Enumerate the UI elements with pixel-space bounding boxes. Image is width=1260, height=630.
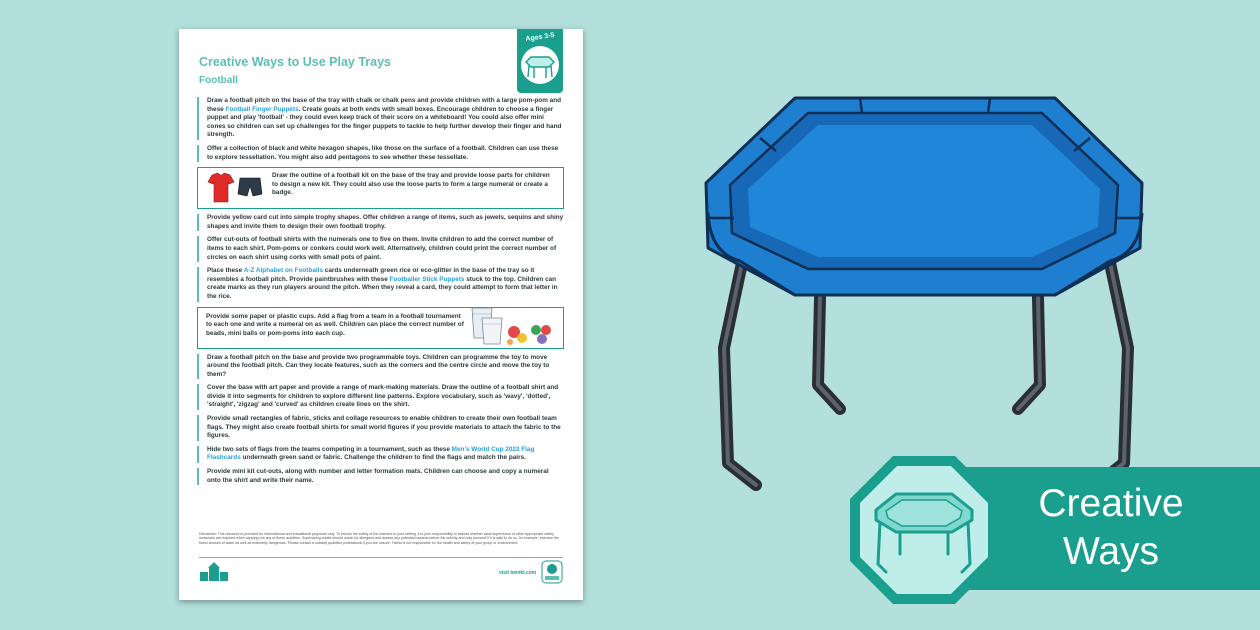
activity-paragraph: Provide mini kit cut-outs, along with number and letter formation mats. Children can choose and copy a numeral onto the shirt and write their name. xyxy=(197,468,564,485)
banner-title xyxy=(1023,480,1199,576)
football-kit-activity-text: Draw the outline of a football kit on the base of the tray and provide loose parts for children to design a new kit. They could also use the loose parts to form a large numeral or create a badge. xyxy=(272,172,550,197)
twinkl-blocks-logo-icon xyxy=(199,560,231,582)
twinkl-quality-badge-icon xyxy=(541,560,563,584)
activity-paragraph: Offer cut-outs of football shirts with the numerals one to five on them. Invite children to add the correct number of items to each shirt. Pom-poms or conkers could work well. Alternatively, children could print the correct number of circles on each shirt using corks with small pots of paint. xyxy=(197,236,564,262)
footer-divider xyxy=(199,557,563,558)
banner-title-line2: Ways xyxy=(1062,530,1160,573)
football-finger-puppets-link[interactable]: Football Finger Puppets xyxy=(225,105,299,113)
activity-paragraph: Provide small rectangles of fabric, sticks and collage resources to enable children to create their own football team flags. They might also create football shirts for small world figures if you provide materials to attach the fabric to the figures. xyxy=(197,415,564,441)
play-tray-illustration xyxy=(700,93,1150,493)
cups-activity-text: Provide some paper or plastic cups. Add a flag from a team in a football tournament to each one and write a numeral on as well. Children can place the correct number of beads, mini balls or pom-poms into each cup. xyxy=(206,312,464,337)
activity-paragraph: Draw a football pitch on the base of the tray with chalk or chalk pens and provide children with a large pom-pom and these Football Finger Puppets. Create goals at both ends with small boxes. Encourage children to choose a finger puppet and play 'football' - they could even keep track of their score on a whiteboard! You could also offer mini cones so children can set up challenges for the finger puppets to tackle to help further develop their finger and hand strength. xyxy=(197,97,564,140)
document-subtitle: Football xyxy=(199,75,238,86)
disclaimer: Disclaimer: This resource is provided for informational and educational purposes only. To ensure the safety of the learners in your setting, it is your responsibility to assess whether adult supervision or other appropriate safety measures are required when carrying out any of these activities. Supervising adults should check for allergens and assess any potential hazards before the activity and only proceed if it is safe to do so, for example, exercise the finest amount of water as well as extremely dangerous. Please consult a suitably qualified professional if you are unsure. Twinkl is not responsible for the health and safety of your group or environment. xyxy=(199,532,559,545)
age-badge-label: Ages 3-5 xyxy=(525,32,555,43)
cups-activity-box xyxy=(197,307,564,349)
age-badge xyxy=(517,29,563,93)
activity-paragraph: Cover the base with art paper and provide a range of mark-making materials. Draw the outline of a football shirt and divide it into segments for children to explore different line patterns. Explore vocabulary, such as 'wavy', 'dotted', 'straight', 'zigzag' and 'curved' as children create lines on the shirt. xyxy=(197,384,564,410)
cups-and-balls-icon xyxy=(470,302,560,346)
banner-title-line1: Creative xyxy=(1038,482,1184,525)
activity-paragraph: Offer a collection of black and white hexagon shapes, like those on the surface of a football. Children can use these to explore tessellation. You might also add pentagons to see whether these tessellate. xyxy=(197,145,564,162)
activity-paragraph: Place these A-Z Alphabet on Footballs cards underneath green rice or eco-glitter in the base of the tray so it resembles a football pitch. Provide paintbrushes with these Footballer Stick Puppets stuck to the top. Children can create marks as they run players around the pitch. When they reveal a card, they could attempt to form that letter in the rice. xyxy=(197,267,564,301)
play-tray-octagon-icon xyxy=(848,454,1000,606)
activity-paragraph: Hide two sets of flags from the teams competing in a tournament, such as these Men's World Cup 2022 Flag Flashcards underneath green sand or fabric. Challenge the children to find the flags and match the pairs. xyxy=(197,446,564,463)
football-kit-activity-box xyxy=(197,167,564,209)
website-link[interactable]: visit twinkl.com xyxy=(499,570,537,576)
play-tray-badge-icon xyxy=(521,46,559,84)
activity-list xyxy=(197,97,564,490)
alphabet-footballs-link[interactable]: A-Z Alphabet on Footballs xyxy=(243,267,324,275)
footballer-stick-puppets-link[interactable]: Footballer Stick Puppets xyxy=(389,275,465,283)
worksheet-page xyxy=(179,29,583,600)
activity-paragraph: Provide yellow card cut into simple trophy shapes. Offer children a range of items, such as jewels, sequins and shiny shapes and invite them to design their own football trophy. xyxy=(197,214,564,231)
football-kit-icon xyxy=(204,172,266,204)
world-cup-flag-flashcards-link[interactable]: Men's World Cup 2022 Flag Flashcards xyxy=(207,445,535,462)
document-title: Creative Ways to Use Play Trays xyxy=(199,55,391,69)
activity-paragraph: Draw a football pitch on the base and provide two programmable toys. Children can programme the toy to move around the football pitch. Can they locate features, such as the corners and the centre circle and move the toy to them? xyxy=(197,354,564,380)
